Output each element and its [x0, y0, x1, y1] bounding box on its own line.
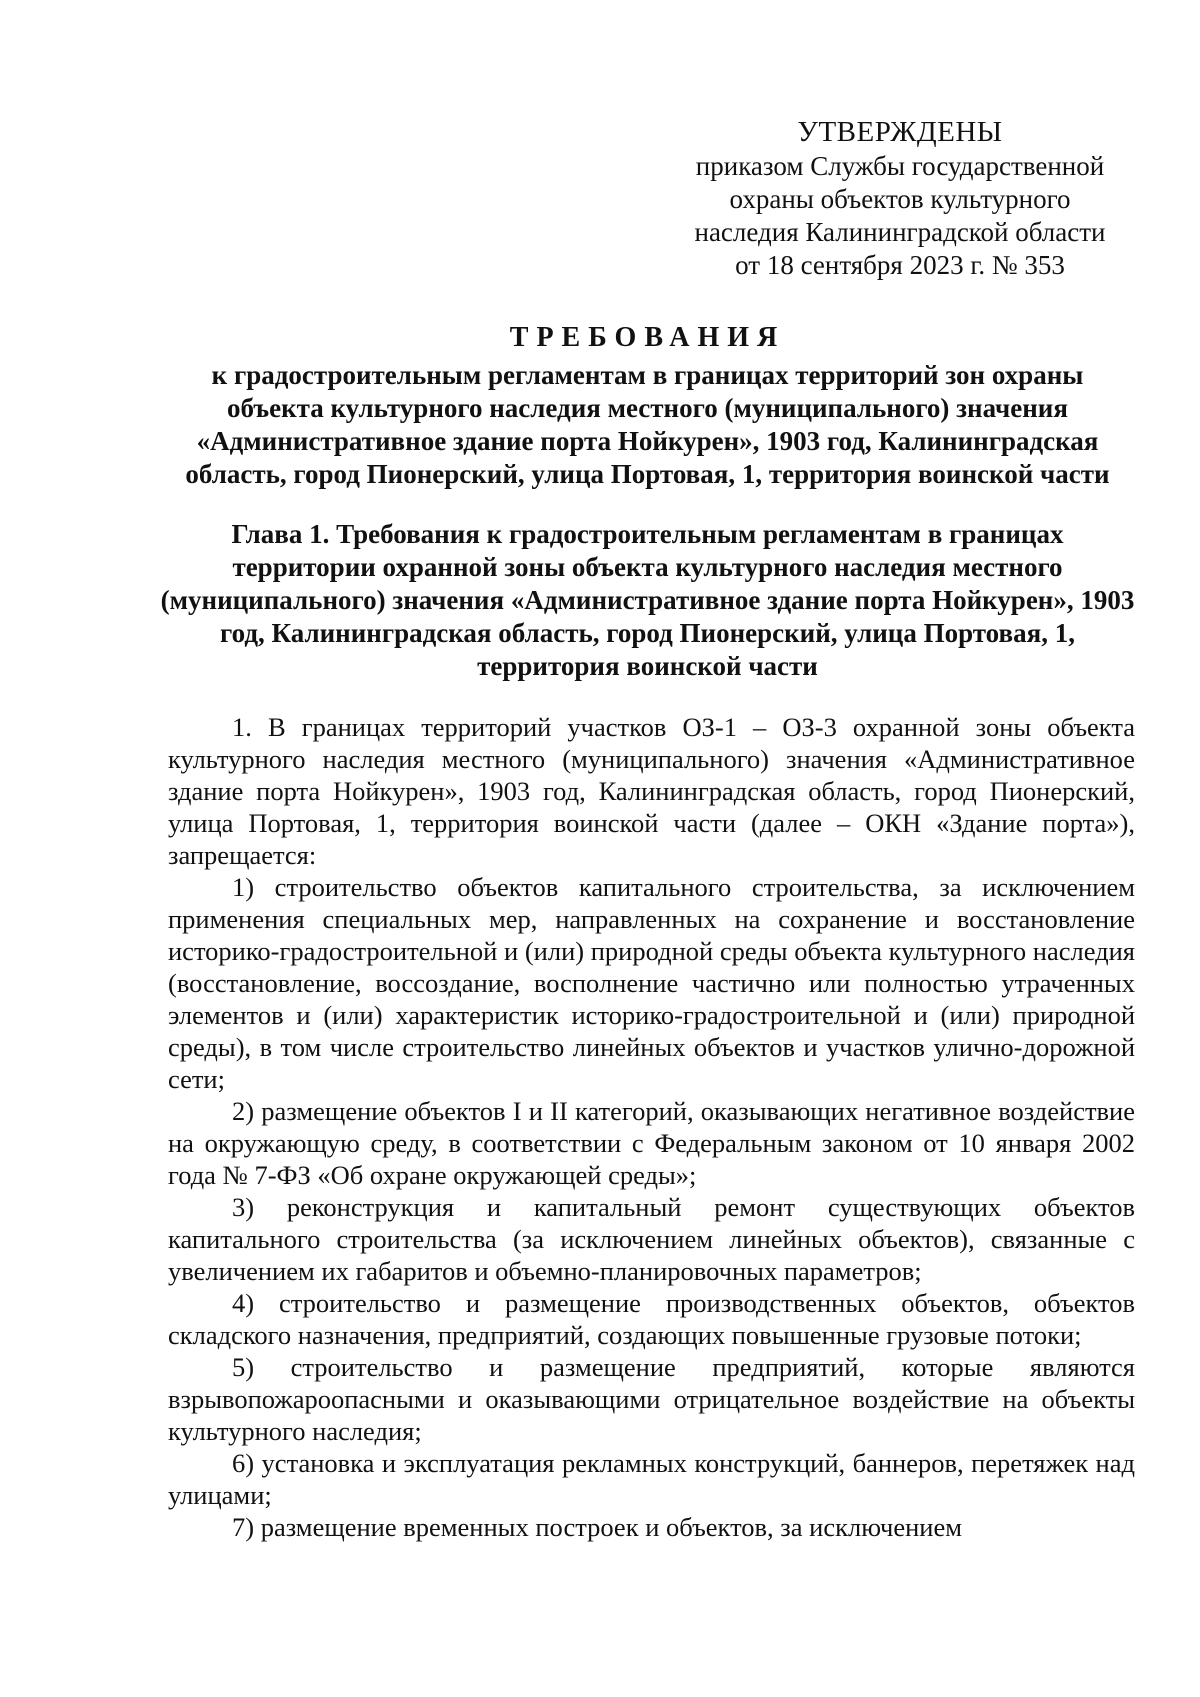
approval-date: от 18 сентября 2023 г. № 353 [735, 250, 1065, 280]
list-item-2: 2) размещение объектов I и II категорий, оказывающих негативное воздействие на окружающую среду, в соответствии с Федеральным законом от 10 января 2002 года № 7-ФЗ «Об охране окружающей среды»; [168, 1096, 1135, 1190]
approval-line: наследия Калининградской области [694, 217, 1106, 247]
list-item-6: 6) установка и эксплуатация рекламных конструкций, баннеров, перетяжек над улицами; [168, 1448, 1135, 1510]
paragraph-1: 1. В границах территорий участков ОЗ-1 – ОЗ-3 охранной зоны объекта культурного наследия местного (муниципального) значения «Административное здание порта Нойкурен», 1903 год, Калининградская область, город Пионерский, улица Портовая, 1, территория воинской части (далее – ОКН «Здание порта»), запрещается: [168, 712, 1135, 870]
approval-line: охраны объектов культурного [729, 184, 1071, 214]
approval-heading: УТВЕРЖДЕНЫ [797, 116, 1003, 148]
list-item-4: 4) строительство и размещение производственных объектов, объектов складского назначения, предприятий, создающих повышенные грузовые потоки; [168, 1288, 1135, 1350]
approval-stamp [640, 116, 1160, 282]
list-item-1: 1) строительство объектов капитального строительства, за исключением применения специальных мер, направленных на сохранение и восстановление историко-градостроительной и (или) природной среды объекта культурного наследия (восстановление, воссоздание, восполнение частично или полностью утраченных элементов и (или) характеристик историко-градостроительной и (или) природной среды), в том числе строительство линейных объектов и участков улично-дорожной сети; [168, 872, 1135, 1094]
document-title-block [160, 321, 1135, 491]
list-item-3: 3) реконструкция и капитальный ремонт существующих объектов капитального строительства (за исключением линейных объектов), связанные с увеличением их габаритов и объемно-планировочных параметров; [168, 1192, 1135, 1286]
document-subtitle: к градостроительным регламентам в границах территорий зон охраны объекта культурного наследия местного (муниципального) значения «Административное здание порта Нойкурен», 1903 год, Калининградская область, город Пионерский, улица Портовая, 1, территория воинской части [185, 360, 1110, 489]
approval-line: приказом Службы государственной [695, 151, 1105, 181]
list-item-7: 7) размещение временных построек и объектов, за исключением [232, 1512, 962, 1542]
document-body [168, 711, 1135, 1543]
document-title: ТРЕБОВАНИЯ [509, 322, 786, 353]
list-item-5: 5) строительство и размещение предприятий, которые являются взрывопожароопасными и оказывающими отрицательное воздействие на объекты культурного наследия; [168, 1352, 1135, 1446]
chapter-heading: Глава 1. Требования к градостроительным регламентам в границах территории охранной зоны объекта культурного наследия местного (муниципального) значения «Административное здание порта Нойкурен», 1903 год, Калининградская область, город Пионерский, улица Портовая, 1, территория воинской части [160, 519, 1135, 681]
